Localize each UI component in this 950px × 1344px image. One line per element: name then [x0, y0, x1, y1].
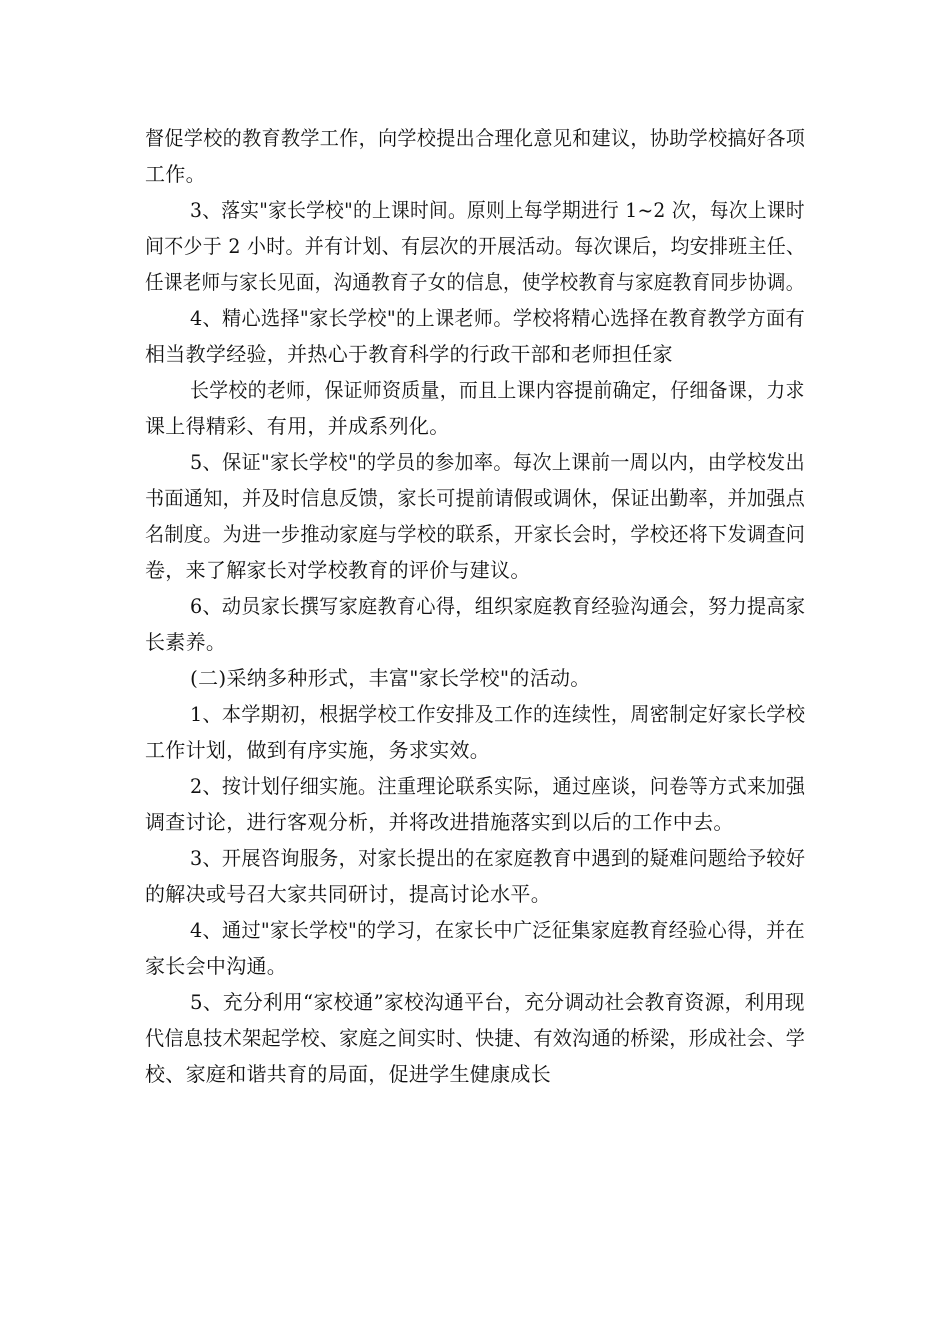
text-line: 3、落实"家长学校"的上课时间。原则上每学期进行 1~2 次，每次上课时: [190, 198, 805, 222]
text-line: 书面通知，并及时信息反馈，家长可提前请假或调休，保证出勤率，并加强点: [145, 486, 806, 510]
text-line: 间不少于 2 小时。并有计划、有层次的开展活动。每次课后，均安排班主任、: [145, 234, 806, 258]
text-line: 家长会中沟通。: [145, 954, 288, 978]
text-line: 工作计划，做到有序实施，务求实效。: [145, 738, 491, 762]
section-heading: (二)采纳多种形式，丰富"家长学校"的活动。: [190, 666, 591, 690]
text-line: 的解决或号召大家共同研讨，提高讨论水平。: [145, 882, 551, 906]
text-line: 4、精心选择"家长学校"的上课老师。学校将精心选择在教育教学方面有: [190, 306, 806, 330]
text-line: 3、开展咨询服务，对家长提出的在家庭教育中遇到的疑难问题给予较好: [190, 846, 806, 870]
text-line: 5、保证"家长学校"的学员的参加率。每次上课前一周以内，由学校发出: [190, 450, 806, 474]
text-line: 相当教学经验，并热心于教育科学的行政干部和老师担任家: [145, 342, 673, 366]
text-line: 调查讨论，进行客观分析，并将改进措施落实到以后的工作中去。: [145, 810, 734, 834]
text-line: 工作。: [145, 162, 206, 186]
text-line: 2、按计划仔细实施。注重理论联系实际，通过座谈，问卷等方式来加强: [190, 774, 806, 798]
text-line: 5、充分利用“家校通”家校沟通平台，充分调动社会教育资源，利用现: [190, 990, 805, 1014]
text-line: 代信息技术架起学校、家庭之间实时、快捷、有效沟通的桥梁，形成社会、学: [145, 1026, 806, 1050]
text-line: 6、动员家长撰写家庭教育心得，组织家庭教育经验沟通会，努力提高家: [190, 594, 806, 618]
text-line: 校、家庭和谐共育的局面，促进学生健康成长: [145, 1062, 551, 1086]
text-line: 卷，来了解家长对学校教育的评价与建议。: [145, 558, 531, 582]
text-line: 督促学校的教育教学工作，向学校提出合理化意见和建议，协助学校搞好各项: [145, 126, 806, 150]
text-line: 1、本学期初，根据学校工作安排及工作的连续性，周密制定好家长学校: [190, 702, 806, 726]
text-line: 名制度。为进一步推动家庭与学校的联系，开家长会时，学校还将下发调查问: [145, 522, 806, 546]
text-line: 课上得精彩、有用，并成系列化。: [145, 414, 450, 438]
text-line: 长学校的老师，保证师资质量，而且上课内容提前确定，仔细备课，力求: [190, 378, 805, 402]
text-line: 任课老师与家长见面，沟通教育子女的信息，使学校教育与家庭教育同步协调。: [145, 270, 805, 294]
text-line: 长素养。: [145, 630, 227, 654]
text-line: 4、通过"家长学校"的学习，在家长中广泛征集家庭教育经验心得，并在: [190, 918, 806, 942]
